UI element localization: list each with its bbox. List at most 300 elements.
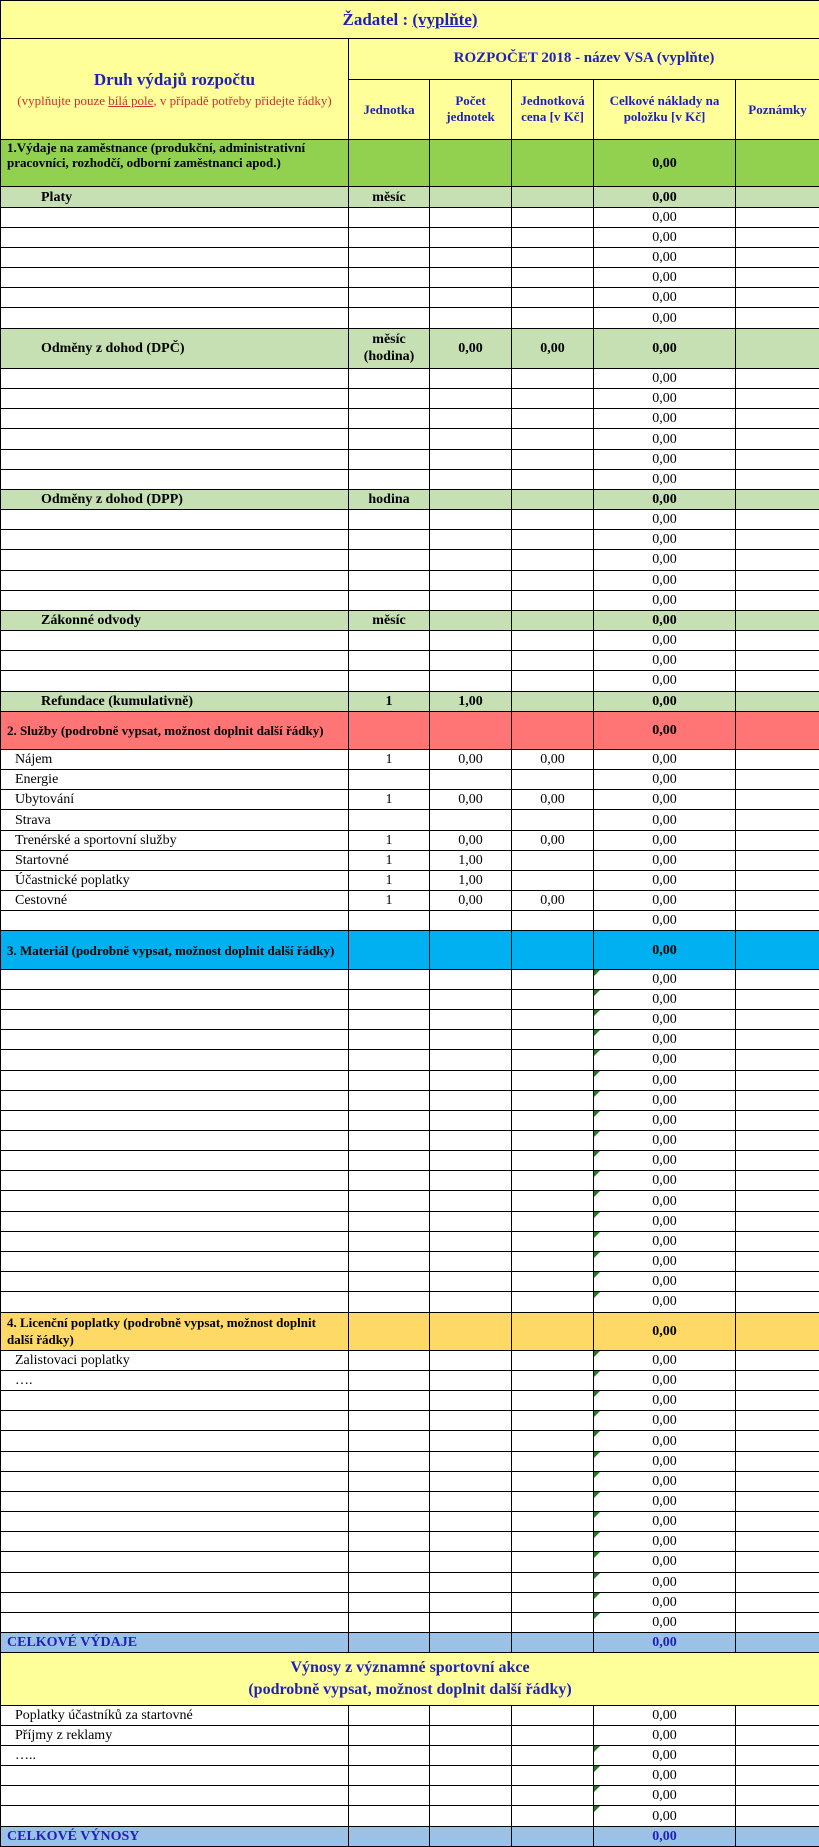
notes-cell[interactable] [736, 1786, 819, 1806]
unit-price-cell[interactable] [512, 989, 594, 1009]
count-cell[interactable] [430, 469, 512, 489]
unit-price-cell[interactable] [512, 1746, 594, 1766]
count-cell[interactable] [430, 1070, 512, 1090]
notes-cell[interactable] [736, 1171, 819, 1191]
unit-price-cell[interactable] [512, 1030, 594, 1050]
count-cell[interactable] [430, 1030, 512, 1050]
item-label-cell[interactable] [1, 1211, 349, 1231]
notes-cell[interactable] [736, 227, 819, 247]
notes-cell[interactable] [736, 1010, 819, 1030]
notes-cell[interactable] [736, 1532, 819, 1552]
unit-price-cell[interactable] [512, 1211, 594, 1231]
unit-price-cell[interactable] [512, 1431, 594, 1451]
item-label-cell[interactable] [1, 409, 349, 429]
unit-price-cell[interactable] [512, 1552, 594, 1572]
unit-price-cell[interactable] [512, 550, 594, 570]
unit-price-cell[interactable] [512, 590, 594, 610]
count-cell[interactable] [430, 1171, 512, 1191]
unit-price-cell[interactable] [512, 631, 594, 651]
count-cell[interactable] [430, 1211, 512, 1231]
unit-cell[interactable] [349, 1725, 430, 1745]
notes-cell[interactable] [736, 409, 819, 429]
item-label-cell[interactable]: Startovné [1, 850, 349, 870]
unit-cell[interactable] [349, 1532, 430, 1552]
item-label-cell[interactable] [1, 1512, 349, 1532]
unit-cell[interactable] [349, 1030, 430, 1050]
unit-price-cell[interactable] [512, 1110, 594, 1130]
item-label-cell[interactable] [1, 911, 349, 931]
unit-price-cell[interactable] [512, 1151, 594, 1171]
unit-cell[interactable] [349, 1746, 430, 1766]
count-cell[interactable] [430, 368, 512, 388]
notes-cell[interactable] [736, 1211, 819, 1231]
unit-price-cell[interactable] [512, 770, 594, 790]
unit-price-cell[interactable] [512, 1612, 594, 1632]
unit-cell[interactable]: 1 [349, 750, 430, 770]
unit-cell[interactable] [349, 1786, 430, 1806]
item-label-cell[interactable]: Trenérské a sportovní služby [1, 830, 349, 850]
unit-price-cell[interactable] [512, 409, 594, 429]
item-label-cell[interactable] [1, 1231, 349, 1251]
unit-price-cell[interactable] [512, 671, 594, 691]
count-cell[interactable] [430, 1806, 512, 1826]
unit-price-cell[interactable] [512, 207, 594, 227]
notes-cell[interactable] [736, 1371, 819, 1391]
count-cell[interactable]: 0,00 [430, 790, 512, 810]
count-cell[interactable] [430, 1612, 512, 1632]
item-label-cell[interactable] [1, 1131, 349, 1151]
unit-price-cell[interactable] [512, 1572, 594, 1592]
notes-cell[interactable] [736, 1191, 819, 1211]
unit-cell[interactable] [349, 1612, 430, 1632]
unit-cell[interactable] [349, 1371, 430, 1391]
item-label-cell[interactable]: Cestovné [1, 891, 349, 911]
notes-cell[interactable] [736, 790, 819, 810]
count-cell[interactable] [430, 429, 512, 449]
unit-price-cell[interactable] [512, 308, 594, 328]
notes-cell[interactable] [736, 770, 819, 790]
unit-cell[interactable] [349, 1806, 430, 1826]
unit-price-cell[interactable]: 0,00 [512, 790, 594, 810]
unit-price-cell[interactable] [512, 227, 594, 247]
notes-cell[interactable] [736, 268, 819, 288]
item-label-cell[interactable] [1, 1391, 349, 1411]
count-cell[interactable]: 1,00 [430, 870, 512, 890]
unit-price-cell[interactable] [512, 1806, 594, 1826]
item-label-cell[interactable]: Účastnické poplatky [1, 870, 349, 890]
unit-cell[interactable] [349, 1231, 430, 1251]
notes-cell[interactable] [736, 1451, 819, 1471]
unit-price-cell[interactable] [512, 1725, 594, 1745]
unit-price-cell[interactable] [512, 1766, 594, 1786]
item-label-cell[interactable] [1, 1030, 349, 1050]
count-cell[interactable] [430, 1471, 512, 1491]
item-label-cell[interactable] [1, 570, 349, 590]
unit-price-cell[interactable] [512, 1171, 594, 1191]
unit-cell[interactable] [349, 1050, 430, 1070]
item-label-cell[interactable] [1, 1050, 349, 1070]
count-cell[interactable]: 1,00 [430, 850, 512, 870]
item-label-cell[interactable] [1, 1552, 349, 1572]
unit-price-cell[interactable] [512, 1010, 594, 1030]
unit-cell[interactable] [349, 1110, 430, 1130]
count-cell[interactable] [430, 1766, 512, 1786]
notes-cell[interactable] [736, 1746, 819, 1766]
notes-cell[interactable] [736, 1070, 819, 1090]
unit-price-cell[interactable] [512, 1231, 594, 1251]
unit-price-cell[interactable] [512, 449, 594, 469]
unit-cell[interactable] [349, 530, 430, 550]
notes-cell[interactable] [736, 389, 819, 409]
count-cell[interactable] [430, 1131, 512, 1151]
unit-price-cell[interactable] [512, 1512, 594, 1532]
unit-cell[interactable] [349, 207, 430, 227]
unit-price-cell[interactable] [512, 368, 594, 388]
unit-cell[interactable] [349, 1512, 430, 1532]
unit-cell[interactable] [349, 268, 430, 288]
item-label-cell[interactable]: Zalistovaci poplatky [1, 1350, 349, 1370]
unit-cell[interactable] [349, 1151, 430, 1171]
unit-cell[interactable]: 1 [349, 870, 430, 890]
unit-cell[interactable] [349, 1251, 430, 1271]
notes-cell[interactable] [736, 570, 819, 590]
count-cell[interactable] [430, 590, 512, 610]
notes-cell[interactable] [736, 288, 819, 308]
count-cell[interactable] [430, 1231, 512, 1251]
unit-cell[interactable] [349, 368, 430, 388]
item-label-cell[interactable] [1, 1411, 349, 1431]
unit-cell[interactable] [349, 1705, 430, 1725]
unit-cell[interactable] [349, 469, 430, 489]
count-cell[interactable] [430, 989, 512, 1009]
item-label-cell[interactable] [1, 590, 349, 610]
unit-price-cell[interactable]: 0,00 [512, 830, 594, 850]
applicant-value-field[interactable]: (vyplňte) [412, 10, 478, 30]
item-label-cell[interactable]: Energie [1, 770, 349, 790]
unit-price-cell[interactable] [512, 1090, 594, 1110]
notes-cell[interactable] [736, 1471, 819, 1491]
unit-cell[interactable] [349, 1552, 430, 1572]
notes-cell[interactable] [736, 550, 819, 570]
count-cell[interactable] [430, 1512, 512, 1532]
notes-cell[interactable] [736, 368, 819, 388]
unit-cell[interactable] [349, 1391, 430, 1411]
count-cell[interactable] [430, 268, 512, 288]
notes-cell[interactable] [736, 1725, 819, 1745]
unit-price-cell[interactable] [512, 1705, 594, 1725]
item-label-cell[interactable] [1, 1292, 349, 1312]
item-label-cell[interactable] [1, 510, 349, 530]
count-cell[interactable] [430, 1191, 512, 1211]
count-cell[interactable] [430, 1572, 512, 1592]
item-label-cell[interactable]: Poplatky účastníků za startovné [1, 1705, 349, 1725]
unit-cell[interactable] [349, 227, 430, 247]
item-label-cell[interactable] [1, 1592, 349, 1612]
notes-cell[interactable] [736, 1350, 819, 1370]
item-label-cell[interactable] [1, 1766, 349, 1786]
item-label-cell[interactable]: Strava [1, 810, 349, 830]
count-cell[interactable] [430, 1371, 512, 1391]
item-label-cell[interactable] [1, 1786, 349, 1806]
item-label-cell[interactable]: Nájem [1, 750, 349, 770]
unit-price-cell[interactable] [512, 530, 594, 550]
unit-cell[interactable]: 1 [349, 850, 430, 870]
unit-cell[interactable] [349, 308, 430, 328]
item-label-cell[interactable] [1, 969, 349, 989]
unit-price-cell[interactable] [512, 1292, 594, 1312]
unit-cell[interactable] [349, 770, 430, 790]
unit-price-cell[interactable] [512, 1786, 594, 1806]
notes-cell[interactable] [736, 870, 819, 890]
count-cell[interactable] [430, 969, 512, 989]
count-cell[interactable]: 0,00 [430, 830, 512, 850]
item-label-cell[interactable] [1, 1532, 349, 1552]
count-cell[interactable]: 0,00 [430, 891, 512, 911]
unit-cell[interactable] [349, 1131, 430, 1151]
unit-price-cell[interactable] [512, 510, 594, 530]
notes-cell[interactable] [736, 1612, 819, 1632]
item-label-cell[interactable] [1, 1010, 349, 1030]
unit-cell[interactable] [349, 1350, 430, 1370]
notes-cell[interactable] [736, 429, 819, 449]
notes-cell[interactable] [736, 1491, 819, 1511]
notes-cell[interactable] [736, 1431, 819, 1451]
count-cell[interactable] [430, 389, 512, 409]
item-label-cell[interactable] [1, 1806, 349, 1826]
count-cell[interactable] [430, 1725, 512, 1745]
count-cell[interactable] [430, 1552, 512, 1572]
unit-price-cell[interactable] [512, 1251, 594, 1271]
notes-cell[interactable] [736, 989, 819, 1009]
unit-cell[interactable] [349, 550, 430, 570]
notes-cell[interactable] [736, 1572, 819, 1592]
notes-cell[interactable] [736, 530, 819, 550]
notes-cell[interactable] [736, 969, 819, 989]
unit-cell[interactable] [349, 1431, 430, 1451]
notes-cell[interactable] [736, 1272, 819, 1292]
count-cell[interactable] [430, 1151, 512, 1171]
unit-cell[interactable] [349, 810, 430, 830]
item-label-cell[interactable] [1, 651, 349, 671]
unit-cell[interactable]: 1 [349, 830, 430, 850]
count-cell[interactable]: 0,00 [430, 750, 512, 770]
unit-cell[interactable] [349, 409, 430, 429]
count-cell[interactable] [430, 1491, 512, 1511]
notes-cell[interactable] [736, 1512, 819, 1532]
item-label-cell[interactable] [1, 227, 349, 247]
item-label-cell[interactable] [1, 389, 349, 409]
count-cell[interactable] [430, 911, 512, 931]
unit-cell[interactable] [349, 969, 430, 989]
item-label-cell[interactable] [1, 1191, 349, 1211]
notes-cell[interactable] [736, 850, 819, 870]
count-cell[interactable] [430, 1292, 512, 1312]
notes-cell[interactable] [736, 1292, 819, 1312]
item-label-cell[interactable] [1, 308, 349, 328]
item-label-cell[interactable] [1, 288, 349, 308]
notes-cell[interactable] [736, 891, 819, 911]
notes-cell[interactable] [736, 1806, 819, 1826]
unit-price-cell[interactable] [512, 1592, 594, 1612]
count-cell[interactable] [430, 510, 512, 530]
item-label-cell[interactable] [1, 469, 349, 489]
notes-cell[interactable] [736, 247, 819, 267]
notes-cell[interactable] [736, 1110, 819, 1130]
count-cell[interactable] [430, 1411, 512, 1431]
unit-price-cell[interactable] [512, 1391, 594, 1411]
count-cell[interactable] [430, 1050, 512, 1070]
count-cell[interactable] [430, 671, 512, 691]
count-cell[interactable] [430, 1110, 512, 1130]
item-label-cell[interactable] [1, 1612, 349, 1632]
count-cell[interactable] [430, 207, 512, 227]
count-cell[interactable] [430, 570, 512, 590]
unit-cell[interactable] [349, 651, 430, 671]
unit-cell[interactable] [349, 570, 430, 590]
item-label-cell[interactable] [1, 550, 349, 570]
item-label-cell[interactable] [1, 631, 349, 651]
item-label-cell[interactable] [1, 247, 349, 267]
item-label-cell[interactable]: ….. [1, 1746, 349, 1766]
unit-price-cell[interactable] [512, 1050, 594, 1070]
unit-cell[interactable]: 1 [349, 891, 430, 911]
item-label-cell[interactable] [1, 671, 349, 691]
notes-cell[interactable] [736, 1050, 819, 1070]
notes-cell[interactable] [736, 1705, 819, 1725]
count-cell[interactable] [430, 1010, 512, 1030]
item-label-cell[interactable] [1, 1471, 349, 1491]
notes-cell[interactable] [736, 449, 819, 469]
unit-price-cell[interactable] [512, 810, 594, 830]
notes-cell[interactable] [736, 651, 819, 671]
item-label-cell[interactable] [1, 1572, 349, 1592]
item-label-cell[interactable] [1, 268, 349, 288]
count-cell[interactable] [430, 288, 512, 308]
count-cell[interactable] [430, 1451, 512, 1471]
count-cell[interactable] [430, 1090, 512, 1110]
unit-cell[interactable] [349, 1070, 430, 1090]
count-cell[interactable] [430, 651, 512, 671]
unit-price-cell[interactable] [512, 570, 594, 590]
count-cell[interactable] [430, 449, 512, 469]
count-cell[interactable] [430, 409, 512, 429]
unit-price-cell[interactable] [512, 1350, 594, 1370]
unit-price-cell[interactable] [512, 1191, 594, 1211]
notes-cell[interactable] [736, 810, 819, 830]
unit-price-cell[interactable] [512, 850, 594, 870]
unit-cell[interactable] [349, 449, 430, 469]
item-label-cell[interactable] [1, 1491, 349, 1511]
item-label-cell[interactable] [1, 1171, 349, 1191]
item-label-cell[interactable] [1, 1272, 349, 1292]
unit-price-cell[interactable] [512, 247, 594, 267]
item-label-cell[interactable] [1, 1451, 349, 1471]
unit-cell[interactable]: 1 [349, 790, 430, 810]
unit-price-cell[interactable] [512, 1451, 594, 1471]
unit-cell[interactable] [349, 1090, 430, 1110]
notes-cell[interactable] [736, 1766, 819, 1786]
unit-cell[interactable] [349, 1766, 430, 1786]
unit-price-cell[interactable] [512, 429, 594, 449]
unit-cell[interactable] [349, 510, 430, 530]
count-cell[interactable] [430, 247, 512, 267]
notes-cell[interactable] [736, 590, 819, 610]
count-cell[interactable] [430, 810, 512, 830]
item-label-cell[interactable] [1, 1151, 349, 1171]
item-label-cell[interactable] [1, 1090, 349, 1110]
unit-cell[interactable] [349, 1572, 430, 1592]
unit-cell[interactable] [349, 1010, 430, 1030]
notes-cell[interactable] [736, 1592, 819, 1612]
count-cell[interactable] [430, 308, 512, 328]
count-cell[interactable] [430, 770, 512, 790]
notes-cell[interactable] [736, 1251, 819, 1271]
unit-cell[interactable] [349, 1592, 430, 1612]
notes-cell[interactable] [736, 1030, 819, 1050]
item-label-cell[interactable] [1, 368, 349, 388]
unit-cell[interactable] [349, 1451, 430, 1471]
notes-cell[interactable] [736, 510, 819, 530]
item-label-cell[interactable] [1, 1431, 349, 1451]
unit-price-cell[interactable] [512, 1491, 594, 1511]
unit-cell[interactable] [349, 1171, 430, 1191]
unit-price-cell[interactable] [512, 1471, 594, 1491]
item-label-cell[interactable]: Příjmy z reklamy [1, 1725, 349, 1745]
count-cell[interactable] [430, 530, 512, 550]
item-label-cell[interactable] [1, 1110, 349, 1130]
item-label-cell[interactable] [1, 429, 349, 449]
unit-price-cell[interactable] [512, 1532, 594, 1552]
count-cell[interactable] [430, 1350, 512, 1370]
count-cell[interactable] [430, 227, 512, 247]
count-cell[interactable] [430, 1251, 512, 1271]
count-cell[interactable] [430, 631, 512, 651]
unit-price-cell[interactable] [512, 1371, 594, 1391]
unit-price-cell[interactable] [512, 1131, 594, 1151]
count-cell[interactable] [430, 550, 512, 570]
item-label-cell[interactable] [1, 207, 349, 227]
unit-cell[interactable] [349, 590, 430, 610]
item-label-cell[interactable] [1, 449, 349, 469]
unit-price-cell[interactable] [512, 911, 594, 931]
unit-cell[interactable] [349, 989, 430, 1009]
unit-cell[interactable] [349, 389, 430, 409]
unit-price-cell[interactable] [512, 651, 594, 671]
notes-cell[interactable] [736, 671, 819, 691]
unit-price-cell[interactable] [512, 389, 594, 409]
notes-cell[interactable] [736, 1090, 819, 1110]
notes-cell[interactable] [736, 631, 819, 651]
notes-cell[interactable] [736, 308, 819, 328]
notes-cell[interactable] [736, 1391, 819, 1411]
unit-cell[interactable] [349, 247, 430, 267]
unit-cell[interactable] [349, 631, 430, 651]
unit-price-cell[interactable] [512, 1070, 594, 1090]
notes-cell[interactable] [736, 830, 819, 850]
unit-price-cell[interactable]: 0,00 [512, 891, 594, 911]
unit-price-cell[interactable] [512, 469, 594, 489]
unit-cell[interactable] [349, 1211, 430, 1231]
count-cell[interactable] [430, 1391, 512, 1411]
unit-cell[interactable] [349, 288, 430, 308]
item-label-cell[interactable] [1, 989, 349, 1009]
unit-cell[interactable] [349, 429, 430, 449]
item-label-cell[interactable]: …. [1, 1371, 349, 1391]
unit-cell[interactable] [349, 1471, 430, 1491]
notes-cell[interactable] [736, 1131, 819, 1151]
unit-cell[interactable] [349, 911, 430, 931]
item-label-cell[interactable] [1, 1070, 349, 1090]
